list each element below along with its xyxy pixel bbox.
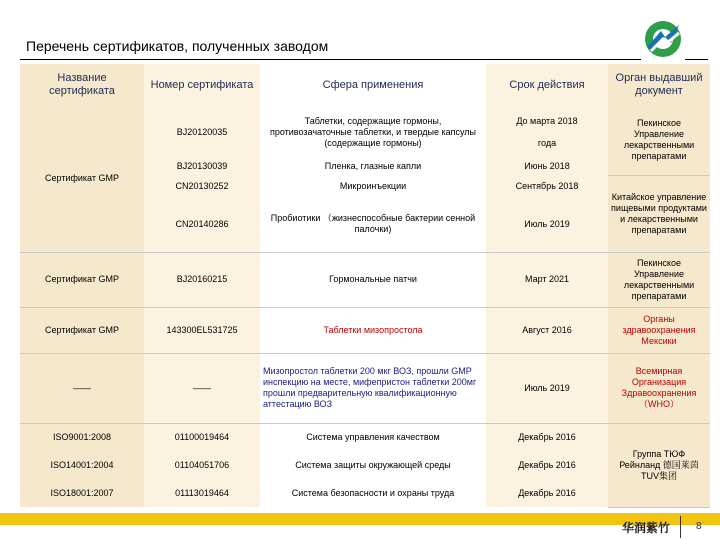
header-number: Номер сертификата <box>144 64 260 106</box>
table-row <box>20 479 710 507</box>
header-issuer: Орган выдавший документ <box>608 64 710 106</box>
cert-validity: Декабрь 2016 <box>486 451 608 479</box>
cert-scope: Мизопростол таблетки 200 мкг ВОЗ, прошли GMP инспекцию на месте, мифепристон таблетки 200мг прошли предварительную квалификационную аттестацию ВОЗ <box>260 353 486 423</box>
cert-scope: Система управления качеством <box>260 423 486 451</box>
cert-issuer: Всемирная Организация Здравоохранения（WHO） <box>608 353 710 423</box>
cert-name-dash: —— <box>20 353 144 423</box>
title-underline <box>20 59 708 60</box>
header-scope: Сфера применения <box>260 64 486 106</box>
cert-validity: Декабрь 2016 <box>486 479 608 507</box>
cert-scope: Пленка, глазные капли <box>260 158 486 175</box>
table-row <box>20 252 710 307</box>
footer-divider <box>680 516 681 538</box>
cert-validity: Август 2016 <box>486 307 608 353</box>
cert-scope: Таблетки, содержащие гормоны, противозачаточные таблетки, и твердые капсулы (содержащие гормоны) <box>260 106 486 158</box>
page-title: Перечень сертификатов, полученных заводом <box>26 38 329 54</box>
table-row <box>20 451 710 479</box>
cert-validity: Июль 2019 <box>486 197 608 252</box>
cert-scope: Система безопасности и охраны труда <box>260 479 486 507</box>
cert-number: BJ20130039 <box>144 158 260 175</box>
cert-number-dash: —— <box>144 353 260 423</box>
cert-number: CN20140286 <box>144 197 260 252</box>
cert-scope: Таблетки мизопростола <box>260 307 486 353</box>
cert-scope: Пробиотики （жизнеспособные бактерии сенной палочки) <box>260 197 486 252</box>
cert-number: 01100019464 <box>144 423 260 451</box>
cert-validity: Июль 2019 <box>486 353 608 423</box>
table-row <box>20 423 710 451</box>
header-validity: Срок действия <box>486 64 608 106</box>
table-header-row <box>20 64 710 106</box>
cert-issuer: Органы здравоохранения Мексики <box>608 307 710 353</box>
cert-validity: Сентябрь 2018 <box>486 175 608 197</box>
cert-issuer: Группа ТЮФ Рейнланд 德国莱茵TUV集团 <box>608 423 710 507</box>
cert-validity: Декабрь 2016 <box>486 423 608 451</box>
table-row <box>20 353 710 423</box>
cert-issuer: Пекинское Управление лекарственными препаратами <box>608 252 710 307</box>
cert-scope: Микроинъекции <box>260 175 486 197</box>
cert-name: ISO14001:2004 <box>20 451 144 479</box>
cert-number: 143300EL531725 <box>144 307 260 353</box>
cert-validity <box>486 106 608 158</box>
certificate-table <box>20 64 710 508</box>
validity-line: До марта 2018 <box>516 115 578 126</box>
cert-name-gmp: Сертификат GMP <box>20 307 144 353</box>
cert-name: ISO18001:2007 <box>20 479 144 507</box>
cert-number: 01104051706 <box>144 451 260 479</box>
cert-validity: Июнь 2018 <box>486 158 608 175</box>
cert-scope: Гормональные патчи <box>260 252 486 307</box>
table-row <box>20 307 710 353</box>
validity-line: года <box>537 137 557 148</box>
cert-validity: Март 2021 <box>486 252 608 307</box>
footer-logo: 华润紫竹 <box>622 521 671 535</box>
cert-issuer: Пекинское Управление лекарственными препаратами <box>608 106 710 175</box>
cert-name-gmp: Сертификат GMP <box>20 106 144 252</box>
cert-number: BJ20120035 <box>144 106 260 158</box>
cert-issuer: Китайское управление пищевыми продуктами и лекарственными препаратами <box>608 175 710 252</box>
cert-number: CN20130252 <box>144 175 260 197</box>
cert-name: ISO9001:2008 <box>20 423 144 451</box>
cert-number: BJ20160215 <box>144 252 260 307</box>
cert-number: 01113019464 <box>144 479 260 507</box>
cert-name-gmp: Сертификат GMP <box>20 252 144 307</box>
company-logo <box>641 17 685 61</box>
cert-scope: Система защиты окружающей среды <box>260 451 486 479</box>
table-row <box>20 106 710 158</box>
header-name: Название сертификата <box>20 64 144 106</box>
page-number: 8 <box>696 521 702 532</box>
footer-bar <box>0 513 720 525</box>
